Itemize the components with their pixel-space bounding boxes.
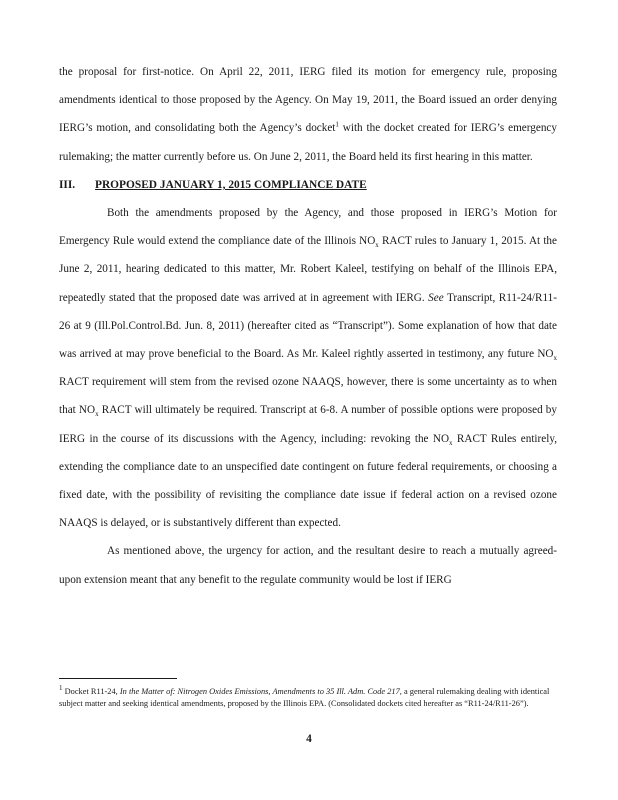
footnote-text: $^1$ Docket R11-24, In the Matter of: Nitrogen Oxides Emissions, Amendments to 35 Ill. Adm. Code 217, a general rulemaking dealing with identical subject matter and seeking identical amendments, proposed by the Illinois EPA. (Consolidated dockets cited hereafter as “R11-24/R11-26”). (59, 684, 550, 709)
footnote-marker: 1 (59, 684, 63, 693)
page-number: 4 (306, 733, 312, 745)
body-text (59, 58, 557, 594)
section-number: III. (59, 178, 76, 191)
footnote-reference[interactable]: 1 (335, 120, 339, 129)
footnote (59, 686, 557, 710)
citation-signal: See (428, 291, 444, 304)
paragraph-procedural-history: the proposal for first-notice. On April 22, 2011, IERG filed its motion for emergency rule, proposing amendments identical to those proposed by the Agency. On May 19, 2011, the Board issued an order denying IERG’s motion, and consolidating both the Agency’s docket$^1$ with the docket created for IERG’s emergency rulemaking; the matter currently before us. On June 2, 2011, the Board held its first hearing in this matter. (59, 66, 557, 163)
footnote-case-title: In the Matter of: Nitrogen Oxides Emissions, Amendments to 35 Ill. Adm. Code 217 (119, 687, 400, 696)
paragraph-urgency: As mentioned above, the urgency for action, and the resultant desire to reach a mutually agreed-upon extension meant that any benefit to the regulate community would be lost if IERG (59, 545, 557, 586)
section-title: PROPOSED JANUARY 1, 2015 COMPLIANCE DATE (95, 178, 367, 191)
section-heading (59, 171, 557, 199)
paragraph-compliance-date: Both the amendments proposed by the Agency, and those proposed in IERG’s Motion for Emergency Rule would extend the compliance date of the Illinois $NO_x$ RACT rules to January 1, 2015. At the June 2, 2011, hearing dedicated to this matter, Mr. Robert Kaleel, testifying on behalf of the Illinois EPA, repeatedly stated that the proposed date was arrived at in agreement with IERG. See Transcript, R11-24/R11-26 at 9 (Ill.Pol.Control.Bd. Jun. 8, 2011) (hereafter cited as “Transcript”). Some explanation of how that date was arrived at may prove beneficial to the Board. As Mr. Kaleel rightly asserted in testimony, any future $NO_x$ RACT requirement will stem from the revised ozone NAAQS, however, there is some uncertainty as to when that $NO_x$ RACT will ultimately be required. Transcript at 6-8. A number of possible options were proposed by IERG in the course of its discussions with the Agency, including: revoking the $NO_x$ RACT Rules entirely, extending the compliance date to an unspecified date contingent on future federal requirements, or choosing a fixed date, with the possibility of revisiting the compliance date issue if federal action on a revised ozone NAAQS is delayed, or is substantively different than expected. (59, 207, 558, 530)
footnote-divider (59, 678, 177, 679)
